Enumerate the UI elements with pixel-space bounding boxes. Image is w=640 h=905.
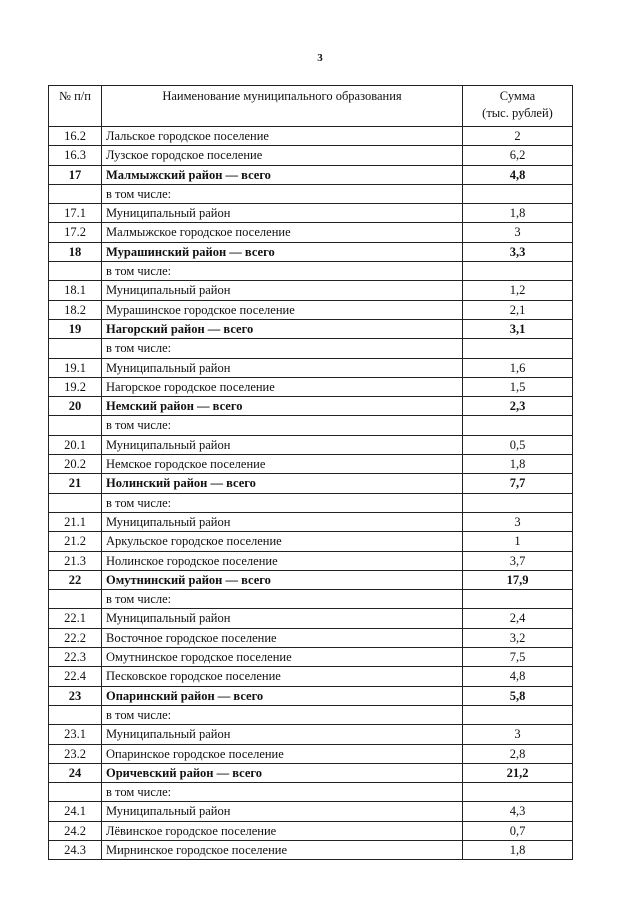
row-number: 19 <box>49 319 102 338</box>
row-sum: 6,2 <box>463 146 573 165</box>
header-number: № п/п <box>49 86 102 127</box>
row-sum: 2,3 <box>463 397 573 416</box>
row-name: Мурашинский район — всего <box>102 242 463 261</box>
row-number: 18.1 <box>49 281 102 300</box>
district-total-row <box>49 474 573 493</box>
row-name: в том числе: <box>102 705 463 724</box>
row-name: Аркульское городское поселение <box>102 532 463 551</box>
row-sum: 3,2 <box>463 628 573 647</box>
table-row <box>49 725 573 744</box>
table-row <box>49 532 573 551</box>
row-number: 24.1 <box>49 802 102 821</box>
table-row <box>49 223 573 242</box>
row-number: 21 <box>49 474 102 493</box>
row-sum: 3 <box>463 725 573 744</box>
row-number: 19.2 <box>49 377 102 396</box>
row-name: в том числе: <box>102 783 463 802</box>
row-sum: 2 <box>463 127 573 146</box>
row-number: 22.2 <box>49 628 102 647</box>
row-sum: 1,5 <box>463 377 573 396</box>
table-row <box>49 590 573 609</box>
row-name: Немское городское поселение <box>102 455 463 474</box>
row-name: Муниципальный район <box>102 512 463 531</box>
row-sum: 7,5 <box>463 648 573 667</box>
row-number: 22 <box>49 570 102 589</box>
row-sum: 2,8 <box>463 744 573 763</box>
row-sum: 1,2 <box>463 281 573 300</box>
row-name: Муниципальный район <box>102 609 463 628</box>
table-row <box>49 339 573 358</box>
row-sum: 3 <box>463 512 573 531</box>
row-sum <box>463 184 573 203</box>
row-sum: 4,3 <box>463 802 573 821</box>
row-name: Оричевский район — всего <box>102 763 463 782</box>
row-name: Муниципальный район <box>102 358 463 377</box>
row-name: Опаринский район — всего <box>102 686 463 705</box>
table-row <box>49 705 573 724</box>
row-number: 23.1 <box>49 725 102 744</box>
table-row <box>49 493 573 512</box>
row-sum: 7,7 <box>463 474 573 493</box>
row-name: в том числе: <box>102 184 463 203</box>
row-number: 19.1 <box>49 358 102 377</box>
row-sum: 2,4 <box>463 609 573 628</box>
row-name: Омутнинское городское поселение <box>102 648 463 667</box>
table-row <box>49 783 573 802</box>
row-name: Песковское городское поселение <box>102 667 463 686</box>
table-row <box>49 802 573 821</box>
row-name: Немский район — всего <box>102 397 463 416</box>
table-row <box>49 512 573 531</box>
row-name: Муниципальный район <box>102 435 463 454</box>
table-row <box>49 377 573 396</box>
row-sum: 3,1 <box>463 319 573 338</box>
row-number: 23.2 <box>49 744 102 763</box>
district-total-row <box>49 686 573 705</box>
row-sum: 17,9 <box>463 570 573 589</box>
row-number <box>49 184 102 203</box>
table-row <box>49 667 573 686</box>
row-sum: 3,3 <box>463 242 573 261</box>
row-name: Муниципальный район <box>102 802 463 821</box>
table-row <box>49 628 573 647</box>
row-sum <box>463 590 573 609</box>
row-number: 18 <box>49 242 102 261</box>
row-name: Малмыжское городское поселение <box>102 223 463 242</box>
table-row <box>49 416 573 435</box>
row-sum: 1,8 <box>463 455 573 474</box>
table-row <box>49 840 573 859</box>
table-row <box>49 435 573 454</box>
row-name: Нолинский район — всего <box>102 474 463 493</box>
row-number: 17 <box>49 165 102 184</box>
district-total-row <box>49 397 573 416</box>
row-name: Восточное городское поселение <box>102 628 463 647</box>
table-row <box>49 609 573 628</box>
row-name: в том числе: <box>102 590 463 609</box>
row-number: 22.3 <box>49 648 102 667</box>
table-row <box>49 821 573 840</box>
row-sum: 1 <box>463 532 573 551</box>
row-sum <box>463 416 573 435</box>
page-number: 3 <box>317 52 323 64</box>
row-sum: 3,7 <box>463 551 573 570</box>
row-name: Нолинское городское поселение <box>102 551 463 570</box>
district-total-row <box>49 570 573 589</box>
table-row <box>49 146 573 165</box>
table-row <box>49 262 573 281</box>
row-sum: 1,8 <box>463 840 573 859</box>
row-number <box>49 262 102 281</box>
row-number: 24.2 <box>49 821 102 840</box>
table-row <box>49 551 573 570</box>
row-number: 22.4 <box>49 667 102 686</box>
row-sum <box>463 493 573 512</box>
row-number <box>49 705 102 724</box>
header-sum-unit: (тыс. рублей) <box>482 106 553 120</box>
row-name: Мирнинское городское поселение <box>102 840 463 859</box>
table-row <box>49 455 573 474</box>
row-name: Муниципальный район <box>102 725 463 744</box>
table-row <box>49 648 573 667</box>
row-sum: 2,1 <box>463 300 573 319</box>
row-sum <box>463 705 573 724</box>
row-sum: 4,8 <box>463 165 573 184</box>
table-row <box>49 127 573 146</box>
row-number <box>49 590 102 609</box>
header-sum <box>463 86 573 127</box>
district-total-row <box>49 165 573 184</box>
row-name: Опаринское городское поселение <box>102 744 463 763</box>
row-number: 16.2 <box>49 127 102 146</box>
row-number: 22.1 <box>49 609 102 628</box>
header-municipality-name: Наименование муниципального образования <box>102 86 463 127</box>
row-number: 23 <box>49 686 102 705</box>
district-total-row <box>49 763 573 782</box>
budget-table <box>48 85 573 860</box>
header-sum-label: Сумма <box>499 89 536 103</box>
row-number <box>49 783 102 802</box>
table-body <box>49 127 573 860</box>
row-name: Лальское городское поселение <box>102 127 463 146</box>
row-name: в том числе: <box>102 339 463 358</box>
row-number: 17.1 <box>49 204 102 223</box>
table-row <box>49 300 573 319</box>
row-name: Муниципальный район <box>102 204 463 223</box>
row-sum <box>463 783 573 802</box>
row-number: 18.2 <box>49 300 102 319</box>
district-total-row <box>49 319 573 338</box>
row-name: Малмыжский район — всего <box>102 165 463 184</box>
row-number: 16.3 <box>49 146 102 165</box>
row-sum: 21,2 <box>463 763 573 782</box>
row-sum <box>463 262 573 281</box>
row-name: Нагорское городское поселение <box>102 377 463 396</box>
table-row <box>49 184 573 203</box>
district-total-row <box>49 242 573 261</box>
row-name: Мурашинское городское поселение <box>102 300 463 319</box>
row-number: 21.2 <box>49 532 102 551</box>
row-sum <box>463 339 573 358</box>
row-sum: 3 <box>463 223 573 242</box>
row-sum: 1,8 <box>463 204 573 223</box>
row-number: 24.3 <box>49 840 102 859</box>
row-sum: 5,8 <box>463 686 573 705</box>
table-row <box>49 281 573 300</box>
table-header-row <box>49 86 573 127</box>
row-number: 20.1 <box>49 435 102 454</box>
table-row <box>49 358 573 377</box>
row-sum: 1,6 <box>463 358 573 377</box>
row-name: Нагорский район — всего <box>102 319 463 338</box>
row-number: 20.2 <box>49 455 102 474</box>
table-row <box>49 744 573 763</box>
table-row <box>49 204 573 223</box>
row-sum: 0,5 <box>463 435 573 454</box>
row-number: 21.3 <box>49 551 102 570</box>
row-name: Муниципальный район <box>102 281 463 300</box>
row-name: в том числе: <box>102 416 463 435</box>
row-name: Лёвинское городское поселение <box>102 821 463 840</box>
row-number: 17.2 <box>49 223 102 242</box>
row-number <box>49 416 102 435</box>
row-sum: 4,8 <box>463 667 573 686</box>
row-number: 24 <box>49 763 102 782</box>
row-name: Омутнинский район — всего <box>102 570 463 589</box>
row-sum: 0,7 <box>463 821 573 840</box>
row-number <box>49 339 102 358</box>
row-name: в том числе: <box>102 262 463 281</box>
row-name: в том числе: <box>102 493 463 512</box>
row-number: 20 <box>49 397 102 416</box>
row-number <box>49 493 102 512</box>
row-name: Лузское городское поселение <box>102 146 463 165</box>
row-number: 21.1 <box>49 512 102 531</box>
